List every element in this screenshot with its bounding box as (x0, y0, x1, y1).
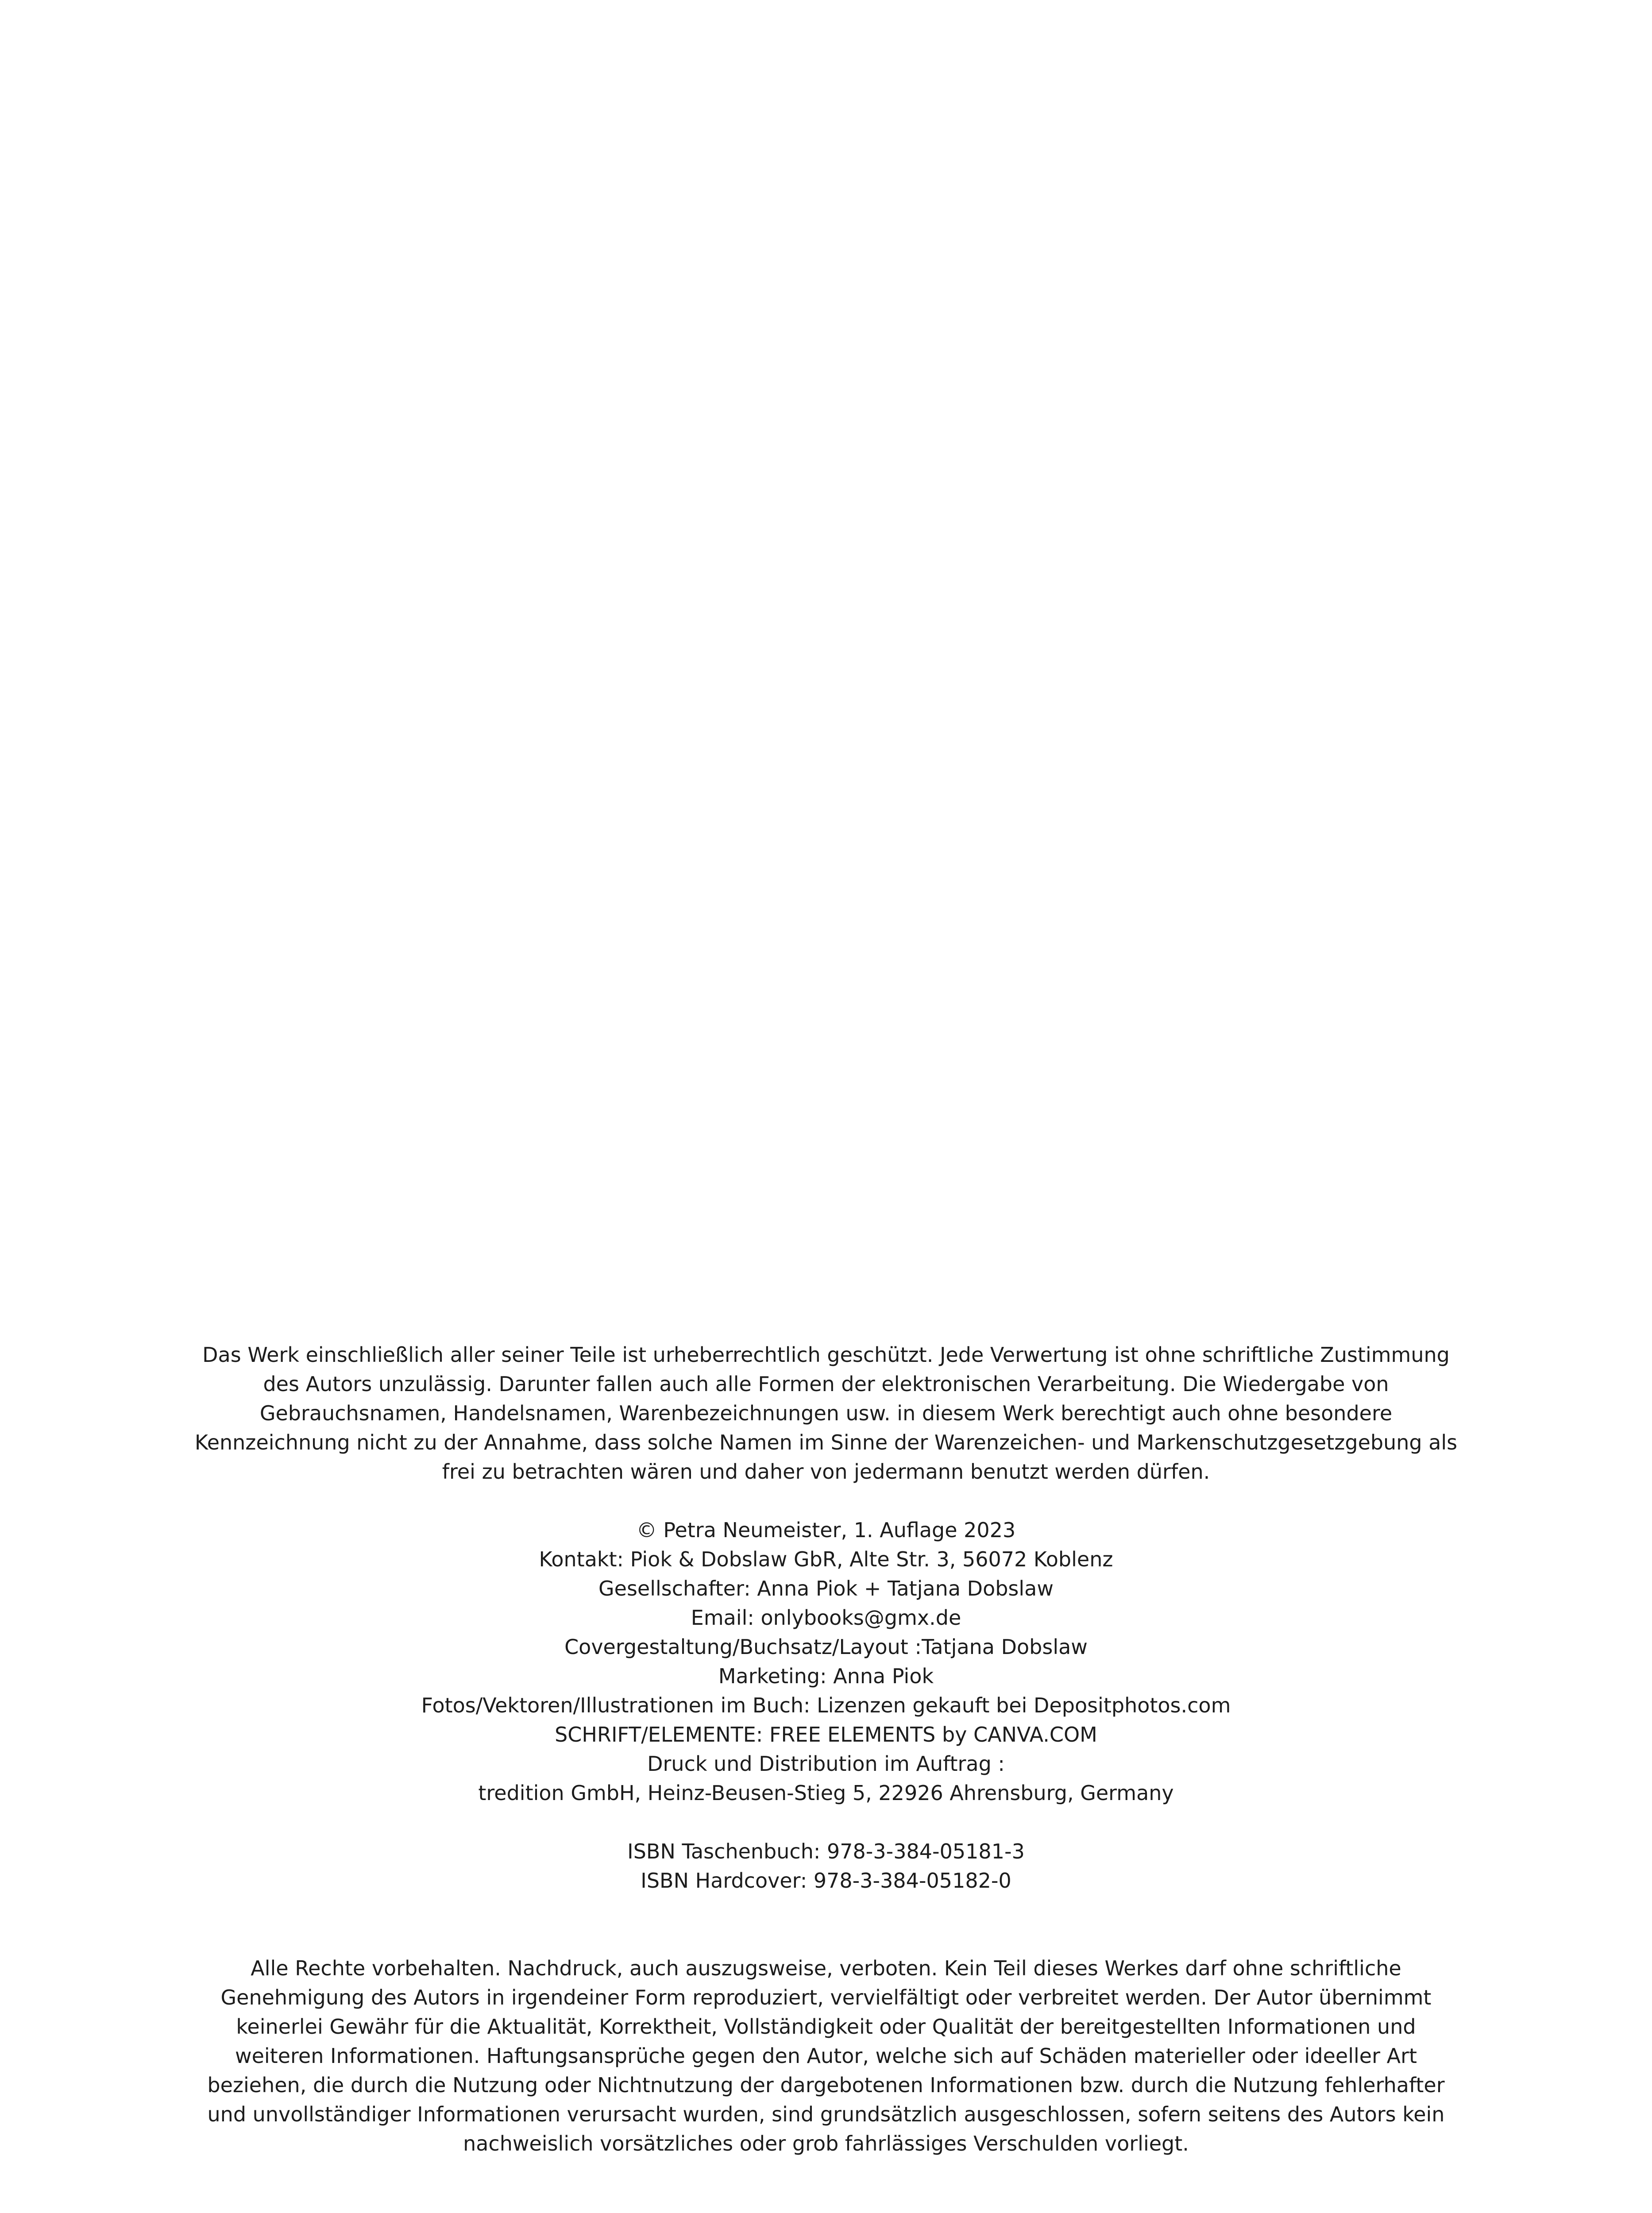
copyright-notice-line: des Autors unzulässig. Darunter fallen auch alle Formen der elektronischen Verarbeitung. Die Wiedergabe von (263, 1372, 1389, 1396)
contact-line: Kontakt: Piok & Dobslaw GbR, Alte Str. 3, 56072 Koblenz (539, 1547, 1113, 1571)
partners-line: Gesellschafter: Anna Piok + Tatjana Dobslaw (598, 1577, 1054, 1600)
imprint-details (133, 1515, 1519, 1808)
fonts-elements-line: SCHRIFT/ELEMENTE: FREE ELEMENTS by CANVA.COM (555, 1723, 1097, 1746)
copyright-line: © Petra Neumeister, 1. Auflage 2023 (636, 1518, 1016, 1542)
isbn-block (133, 1837, 1519, 1895)
copyright-notice-line: Kennzeichnung nicht zu der Annahme, dass solche Namen im Sinne der Warenzeichen- und Markenschutzgesetzgebung als (194, 1430, 1458, 1454)
disclaimer-line: beziehen, die durch die Nutzung oder Nichtnutzung der dargebotenen Informationen bzw. durch die Nutzung fehlerhafter (207, 2073, 1445, 2097)
disclaimer-line: Genehmigung des Autors in irgendeiner Form reproduziert, vervielfältigt oder verbreitet werden. Der Autor übernimmt (220, 1986, 1432, 2009)
disclaimer-line: keinerlei Gewähr für die Aktualität, Korrektheit, Vollständigkeit oder Qualität der bereitgestellten Informationen und (236, 2015, 1416, 2039)
email-line: Email: onlybooks@gmx.de (691, 1606, 961, 1630)
copyright-notice-line: frei zu betrachten wären und daher von jedermann benutzt werden dürfen. (442, 1460, 1210, 1484)
disclaimer-line: Alle Rechte vorbehalten. Nachdruck, auch auszugsweise, verboten. Kein Teil dieses Werkes darf ohne schriftliche (251, 1956, 1401, 1980)
disclaimer-line: und unvollständiger Informationen verursacht wurden, sind grundsätzlich ausgeschlossen, sofern seitens des Autors kein (207, 2102, 1445, 2126)
isbn-paperback: ISBN Taschenbuch: 978-3-384-05181-3 (627, 1839, 1025, 1863)
publisher-address-line: tredition GmbH, Heinz-Beusen-Stieg 5, 22926 Ahrensburg, Germany (478, 1781, 1174, 1805)
isbn-hardcover: ISBN Hardcover: 978-3-384-05182-0 (641, 1869, 1011, 1893)
copyright-notice-line: Das Werk einschließlich aller seiner Teile ist urheberrechtlich geschützt. Jede Verwertung ist ohne schriftliche Zustimmung (202, 1343, 1450, 1367)
copyright-notice (133, 1340, 1519, 1486)
disclaimer-line: weiteren Informationen. Haftungsansprüche gegen den Autor, welche sich auf Schäden materieller oder ideeller Art (235, 2044, 1417, 2068)
disclaimer-line: nachweislich vorsätzliches oder grob fahrlässiges Verschulden vorliegt. (463, 2132, 1189, 2155)
disclaimer (133, 1954, 1519, 2158)
photos-line: Fotos/Vektoren/Illustrationen im Buch: Lizenzen gekauft bei Depositphotos.com (421, 1693, 1231, 1717)
cover-design-line: Covergestaltung/Buchsatz/Layout :Tatjana Dobslaw (564, 1635, 1088, 1659)
copyright-notice-line: Gebrauchsnamen, Handelsnamen, Warenbezeichnungen usw. in diesem Werk berechtigt auch ohne besondere (259, 1401, 1393, 1425)
print-distribution-line: Druck und Distribution im Auftrag : (647, 1752, 1005, 1776)
marketing-line: Marketing: Anna Piok (718, 1664, 934, 1688)
